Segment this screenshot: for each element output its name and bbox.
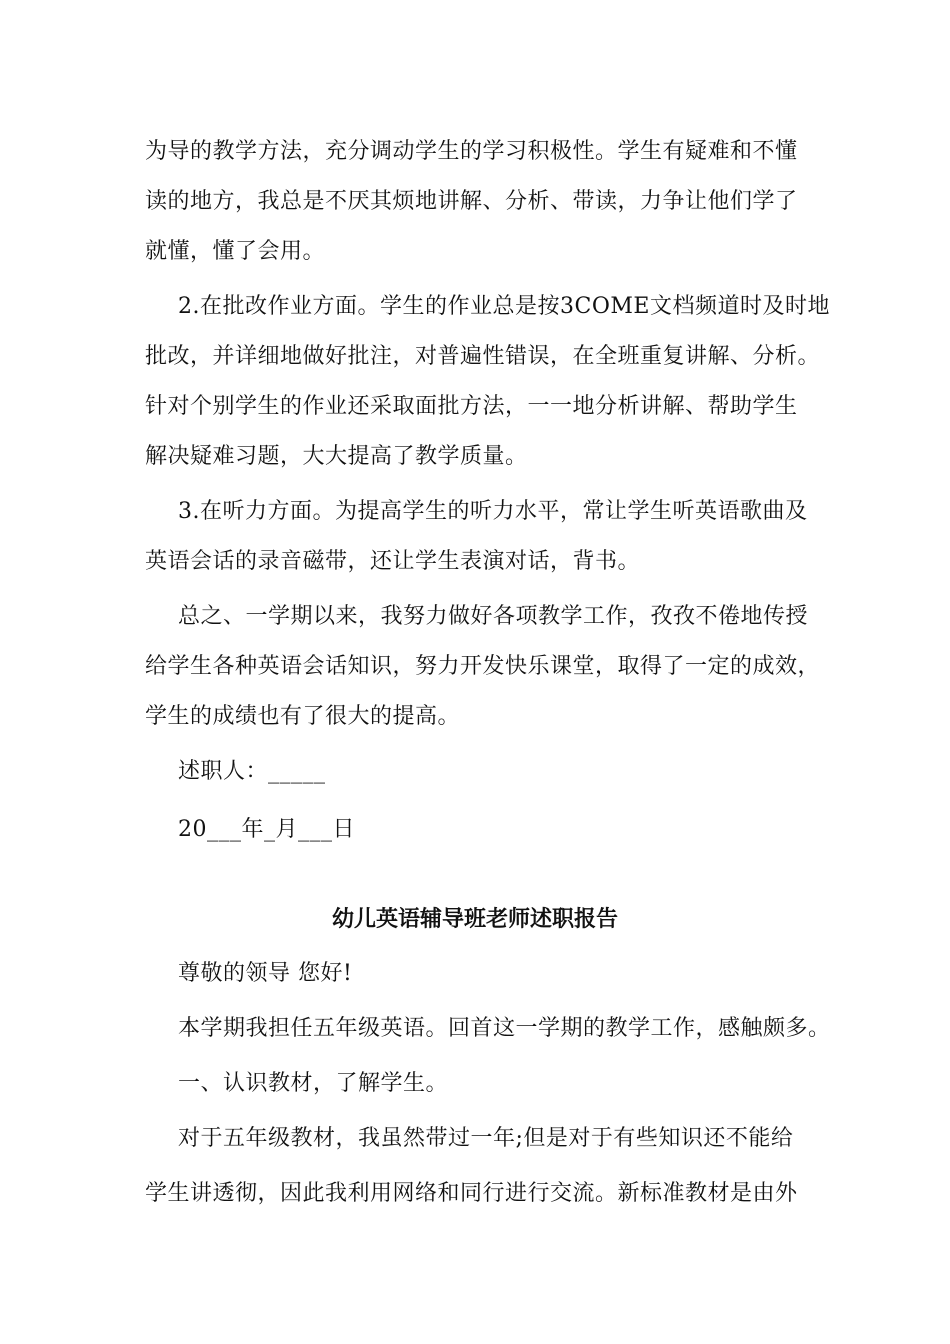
signature-line: 述职人：_____ xyxy=(178,759,326,784)
paragraph-1-line-1: 为导的教学方法，充分调动学生的学习积极性。学生有疑难和不懂 xyxy=(145,139,798,164)
paragraph-2-line-4: 解决疑难习题，大大提高了教学质量。 xyxy=(145,444,528,469)
paragraph-2-line-1: 2.在批改作业方面。学生的作业总是按3COME文档频道时及时地 xyxy=(178,294,830,319)
paragraph-4-line-2: 给学生各种英语会话知识，努力开发快乐课堂，取得了一定的成效， xyxy=(145,654,821,679)
paragraph-3-line-1: 3.在听力方面。为提高学生的听力水平，常让学生听英语歌曲及 xyxy=(178,499,808,524)
intro-line: 本学期我担任五年级英语。回首这一学期的教学工作，感触颇多。 xyxy=(178,1016,831,1041)
document-title: 幼儿英语辅导班老师述职报告 xyxy=(331,906,618,932)
paragraph-3-line-2: 英语会话的录音磁带，还让学生表演对话，背书。 xyxy=(145,549,641,574)
paragraph-1-line-2: 读的地方，我总是不厌其烦地讲解、分析、带读，力争让他们学了 xyxy=(145,189,798,214)
date-line: 20___年_月___日 xyxy=(178,817,355,842)
paragraph-5-line-1: 对于五年级教材，我虽然带过一年;但是对于有些知识还不能给 xyxy=(178,1126,794,1151)
section-1-heading: 一、认识教材，了解学生。 xyxy=(178,1071,449,1096)
paragraph-2-line-2: 批改，并详细地做好批注，对普遍性错误，在全班重复讲解、分析。 xyxy=(145,344,821,369)
paragraph-2-line-3: 针对个别学生的作业还采取面批方法，一一地分析讲解、帮助学生 xyxy=(145,394,798,419)
greeting: 尊敬的领导 您好! xyxy=(178,961,353,986)
paragraph-4-line-1: 总之、一学期以来，我努力做好各项教学工作，孜孜不倦地传授 xyxy=(178,604,809,629)
paragraph-4-line-3: 学生的成绩也有了很大的提高。 xyxy=(145,704,461,729)
paragraph-1-line-3: 就懂，懂了会用。 xyxy=(145,239,326,264)
paragraph-5-line-2: 学生讲透彻，因此我利用网络和同行进行交流。新标准教材是由外 xyxy=(145,1181,798,1206)
